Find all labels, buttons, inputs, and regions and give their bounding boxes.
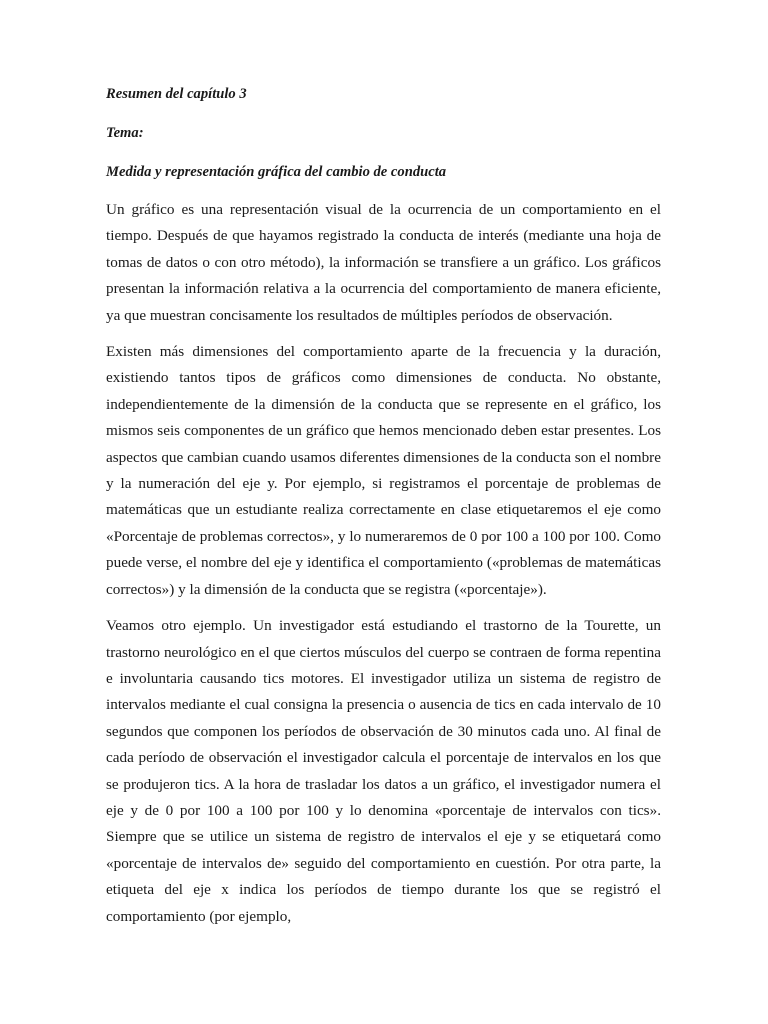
paragraph-2: Existen más dimensiones del comportamiento aparte de la frecuencia y la duración, existiendo tantos tipos de gráficos como dimensiones de conducta. No obstante, independientemente de la dimensión de la conducta que se represente en el gráfico, los mismos seis componentes de un gráfico que hemos mencionado deben estar presentes. Los aspectos que cambian cuando usamos diferentes dimensiones de la conducta son el nombre y la numeración del eje y. Por ejemplo, si registramos el porcentaje de problemas de matemáticas que un estudiante realiza correctamente en clase etiquetaremos el eje como «Porcentaje de problemas correctos», y lo numeraremos de 0 por 100 a 100 por 100. Como puede verse, el nombre del eje y identifica el comportamiento («problemas de matemáticas correctos») y la dimensión de la conducta que se registra («porcentaje»). [106,343,661,598]
paragraph-1: Un gráfico es una representación visual de la ocurrencia de un comportamiento en el tiempo. Después de que hayamos registrado la conducta de interés (mediante una hoja de tomas de datos o con otro método), la información se transfiere a un gráfico. Los gráficos presentan la información relativa a la ocurrencia del comportamiento de manera eficiente, ya que muestran concisamente los resultados de múltiples períodos de observación. [106,201,661,324]
document-title: Resumen del capítulo 3 [106,86,247,102]
document-page [106,84,661,940]
topic-heading: Medida y representación gráfica del cambio de conducta [106,164,447,180]
paragraph-3: Veamos otro ejemplo. Un investigador está estudiando el trastorno de la Tourette, un trastorno neurológico en el que ciertos músculos del cuerpo se contraen de forma repentina e involuntaria causando tics motores. El investigador utiliza un sistema de registro de intervalos mediante el cual consigna la presencia o ausencia de tics en cada intervalo de 10 segundos que componen los períodos de observación de 30 minutos cada uno. Al final de cada período de observación el investigador calcula el porcentaje de intervalos en los que se produjeron tics. A la hora de trasladar los datos a un gráfico, el investigador numera el eje y de 0 por 100 a 100 por 100 y lo denomina «porcentaje de intervalos con tics». Siempre que se utilice un sistema de registro de intervalos el eje y se etiquetará como «porcentaje de intervalos de» seguido del comportamiento en cuestión. Por otra parte, la etiqueta del eje x indica los períodos de tiempo durante los que se registró el comportamiento (por ejemplo, [106,617,661,925]
tema-label: Tema: [106,125,144,141]
